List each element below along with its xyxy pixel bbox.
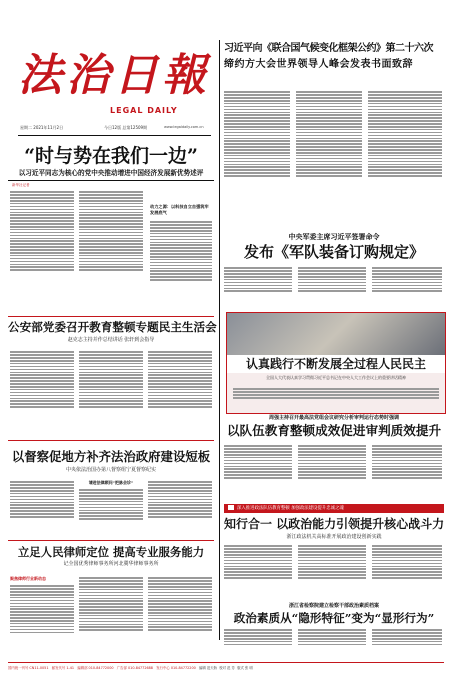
divider	[8, 540, 214, 541]
body-text	[372, 628, 442, 656]
subhead: 以习近平同志为核心的党中央推动增进中国经济发展新优势述评	[18, 169, 204, 177]
masthead-date: 星期二 2021年11月2日	[20, 125, 64, 130]
kicker: 中央军委主席习近平签署命令	[288, 232, 380, 241]
divider	[8, 316, 214, 317]
headline: 习近平向《联合国气候变化框架公约》第二十六次	[224, 43, 433, 54]
body-text	[148, 480, 212, 536]
footer-item: 发行中心 010-84772200	[156, 666, 196, 670]
column-divider	[219, 40, 220, 640]
banner	[224, 504, 444, 513]
body-text	[10, 190, 74, 308]
footer-info	[8, 664, 444, 672]
body-text	[298, 628, 366, 656]
body-text	[233, 387, 439, 409]
sidebar-note: 聚焦律师行业新动态	[10, 576, 46, 581]
body-text	[298, 444, 366, 498]
headline: 政治素质从“隐形特征”变为“显形行为”	[233, 611, 435, 625]
headline: 以队伍教育整顿成效促进审判质效提升	[226, 423, 442, 438]
body-text	[224, 444, 292, 498]
kicker: 浙江省检察院建立检察干部政治素质档案	[288, 603, 379, 609]
body-text	[224, 544, 292, 598]
body-text	[10, 480, 74, 536]
masthead	[14, 36, 210, 136]
headline-line2: 缔约方大会世界领导人峰会发表书面致辞	[224, 59, 413, 70]
feature-photo	[227, 313, 445, 355]
headline: 以督察促地方补齐法治政府建设短板	[11, 449, 211, 464]
masthead-title: 法治日報	[18, 50, 210, 101]
body-text	[372, 544, 442, 598]
body-text	[224, 90, 290, 220]
body-text	[10, 584, 74, 656]
headline: “时与势在我们一边”	[24, 145, 198, 167]
headline: 立足人民律师定位 提高专业服务能力	[17, 545, 205, 559]
body-text	[79, 190, 143, 308]
inner-caption: 动力之源：以科技自立自强筑牢发展底气	[150, 204, 209, 215]
banner-text: 深入推进政法队伍教育整顿 加强政法建设提升忠诚之魂	[237, 506, 344, 511]
subhead: 记全国优秀律师事务所河北冀华律师事务所	[63, 561, 159, 567]
body-text	[10, 350, 74, 434]
subhead: 全国人大代表认真学习贯彻习近平总书记在中央人大工作会议上的重要讲话精神	[266, 375, 406, 380]
article-zhejiang	[224, 504, 444, 600]
footer-editor: 编辑 范天娇	[199, 666, 218, 670]
article-rectify	[224, 414, 444, 500]
body-text	[298, 266, 366, 306]
footer-item: 邮发代号 1-41	[51, 666, 75, 670]
divider	[8, 180, 214, 181]
camera-icon	[228, 505, 234, 510]
footer-editor: 版式 张 明	[237, 666, 253, 670]
footer-bar	[8, 662, 444, 673]
masthead-website: www.legaldaily.com.cn	[164, 125, 204, 129]
headline: 发布《军队装备订购规定》	[243, 243, 424, 261]
subhead: 浙江政法机关高标准开展政治建设创新实践	[286, 534, 382, 540]
article-procuratorate	[224, 602, 444, 658]
body-text	[79, 350, 143, 434]
headline: 认真践行不断发展全过程人民民主	[227, 355, 445, 373]
body-text	[296, 90, 362, 220]
article-top-right	[224, 42, 444, 228]
footer-item: 国内统一刊号 CN11-0051	[8, 666, 49, 670]
kicker: 周强主持召开最高法党组会议研究分析审判运行态势时强调	[268, 415, 399, 421]
article-democracy	[226, 312, 446, 414]
body-text	[224, 266, 292, 306]
subhead: 中央依法治国办第八督察组宁夏督察纪实	[65, 467, 156, 473]
divider	[8, 440, 214, 441]
body-text	[372, 444, 442, 498]
body-text	[79, 576, 143, 656]
body-text	[79, 488, 143, 536]
inner-caption: 请进法律顾问“把脉会诊”	[88, 480, 134, 485]
body-text	[150, 220, 212, 308]
subhead: 赵克志主持并作总结讲话 张轩到会指导	[67, 337, 155, 343]
masthead-rule	[18, 135, 211, 136]
article-lead	[8, 140, 214, 310]
footer-editor: 校对 范 芳	[219, 666, 235, 670]
headline: 知行合一 以政治能力引领提升核心战斗力	[224, 517, 445, 531]
body-text	[368, 90, 442, 220]
article-inspection	[8, 440, 214, 538]
footer-item: 编辑部 010-84772000	[77, 666, 114, 670]
body-text	[298, 544, 366, 598]
footer-item: 广告部 010-84772688	[116, 666, 153, 670]
article-lawyers	[8, 540, 214, 658]
body-text	[372, 266, 442, 306]
headline: 公安部党委召开教育整顿专题民主生活会	[8, 320, 217, 334]
masthead-subtitle: LEGAL DAILY	[110, 106, 178, 115]
body-text	[148, 576, 212, 656]
body-text	[224, 628, 292, 656]
article-military	[224, 232, 444, 308]
masthead-issue: 今日12版 总第12509期	[104, 125, 148, 130]
article-security	[8, 316, 217, 436]
body-text	[148, 350, 212, 434]
byline: 新华社记者	[12, 183, 30, 187]
